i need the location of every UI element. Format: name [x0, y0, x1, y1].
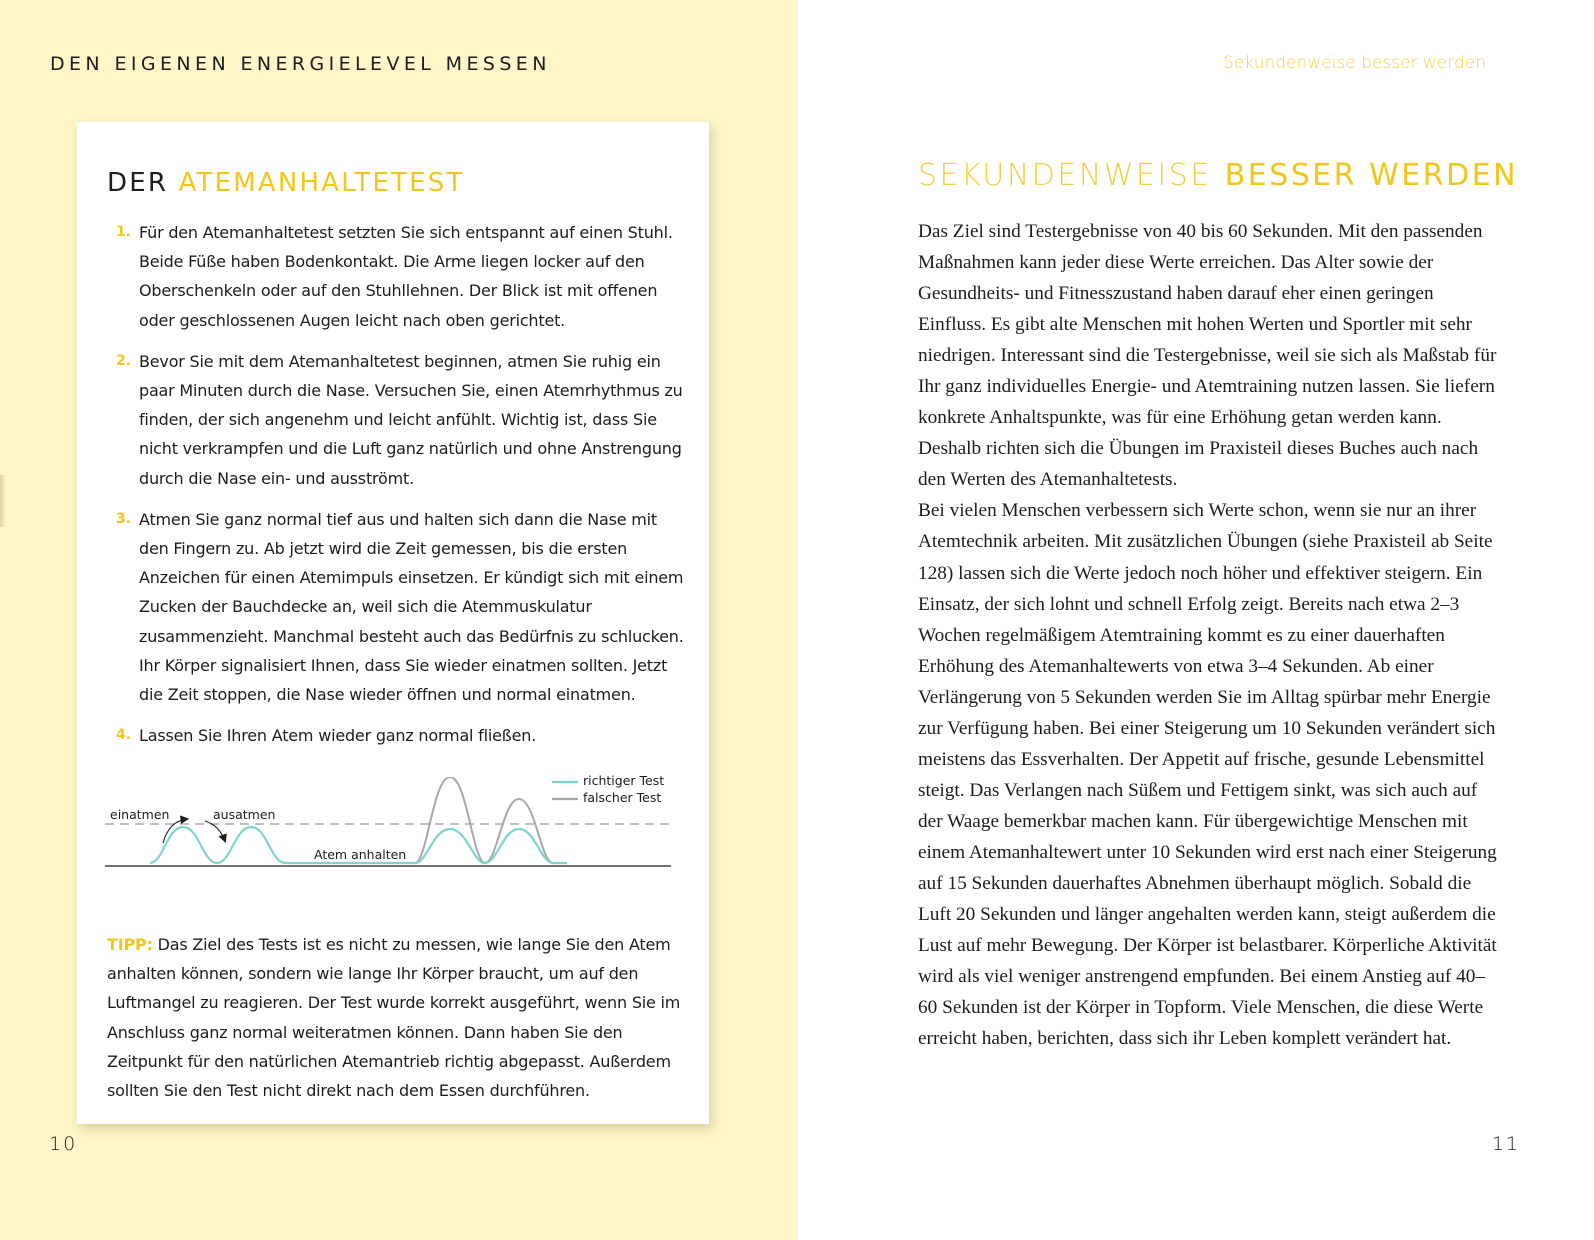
- body-paragraph: Das Ziel sind Testergebnisse von 40 bis 60 Sekunden. Mit den passenden Maßnahmen kann jeder diese Werte erreichen. Das Alter sowie der Gesundheits- und Fitnesszustand haben darauf eher einen geringen Einfluss. Es gibt alte Menschen mit hohen Werten und Sportler mit sehr niedrigen. Interessant sind die Testergebnisse, weil sie sich als Maßstab für Ihr ganz individuelles Energie- und Atemtraining nutzen lassen. Sie liefern konkrete Anhaltspunkte, was für eine Erhöhung getan werden kann. Deshalb richten sich die Übungen im Praxisteil dieses Buches auch nach den Werten des Atemanhaltetests.: [918, 221, 1497, 491]
- legend-label-false: falscher Test: [583, 790, 662, 805]
- step-item: [107, 218, 687, 335]
- card-title: [107, 168, 465, 198]
- tip-label: TIPP:: [107, 935, 153, 954]
- label-inhale: einatmen: [110, 807, 170, 822]
- step-item: [107, 347, 687, 493]
- section-title: [918, 158, 1518, 193]
- step-item: [107, 721, 687, 750]
- tip-paragraph: [107, 930, 692, 1105]
- steps-list: [107, 218, 687, 762]
- running-head-right: Sekundenweise besser werden: [1223, 53, 1486, 73]
- section-title-bold: BESSER WERDEN: [1224, 158, 1519, 193]
- body-paragraph: Bei vielen Menschen verbessern sich Werte schon, wenn sie nur an ihrer Atemtechnik arbeiten. Mit zusätzlichen Übungen (siehe Praxisteil ab Seite 128) lassen sich die Werte jedoch noch höher und effektiver steigern. Ein Einsatz, der sich lohnt und schnell Erfolg zeigt. Bereits nach etwa 2–3 Wochen regelmäßigem Atemtraining kommt es zu einer dauerhaften Erhöhung des Atemanhaltewerts von etwa 3–4 Sekunden. Ab einer Verlängerung von 5 Sekunden werden Sie im Alltag spürbar mehr Energie zur Verfügung haben. Bei einer Steigerung um 10 Sekunden verändert sich meistens das Essverhalten. Der Appetit auf frische, gesunde Lebensmittel steigt. Das Verlangen nach Süßem und Fettigem sinkt, was sich auch auf der Waage bemerkbar machen kann. Für übergewichtige Menschen mit einem Atemanhaltewert unter 10 Sekunden wird erst nach einer Steigerung auf 15 Sekunden dauerhaftes Abnehmen überhaupt möglich. Sobald die Luft 20 Sekunden und länger angehalten werden kann, steigt außerdem die Lust auf mehr Bewegung. Der Körper ist belastbarer. Körperliche Aktivität wird als viel weniger anstrengend empfunden. Bei einem Anstieg auf 40–60 Sekunden ist der Körper in Topform. Viele Menschen, die diese Werte erreicht haben, berichten, dass sich ihr Leben komplett verändert hat.: [918, 500, 1497, 1050]
- page-number-right: 11: [1491, 1133, 1520, 1155]
- tip-text: Das Ziel des Tests ist es nicht zu messen, wie lange Sie den Atem anhalten können, sondern wie lange Ihr Körper braucht, um auf den Luftmangel zu reagieren. Der Test wurde korrekt ausgeführt, wenn Sie im Anschluss ganz normal weiteratmen können. Dann haben Sie den Zeitpunkt für den natürlichen Atemantrieb richtig abgepasst. Außerdem sollten Sie den Test nicht direkt nach dem Essen durchführen.: [107, 935, 681, 1101]
- breathing-diagram: [105, 773, 685, 912]
- page-edge-tab: [0, 475, 6, 527]
- section-title-light: SEKUNDENWEISE: [918, 158, 1212, 193]
- page-number-left: 10: [49, 1133, 78, 1155]
- step-number: 2.: [115, 352, 131, 369]
- step-text: Bevor Sie mit dem Atemanhaltetest beginnen, atmen Sie ruhig ein paar Minuten durch die Nase. Versuchen Sie, einen Atemrhythmus zu finden, der sich angenehm und leicht anfühlt. Wichtig ist, dass Sie nicht verkrampfen und die Luft ganz natürlich und ohne Anstrengung durch die Nase ein- und ausströmt.: [139, 351, 683, 488]
- card-title-dark: DER: [107, 168, 169, 198]
- step-number: 3.: [115, 510, 131, 527]
- legend-label-correct: richtiger Test: [583, 773, 665, 788]
- label-hold-breath: Atem anhalten: [314, 847, 407, 862]
- false-test-curve: [415, 777, 553, 863]
- card-title-accent: ATEMANHALTETEST: [178, 168, 465, 198]
- step-number: 4.: [115, 727, 131, 744]
- step-text: Für den Atemanhaltetest setzten Sie sich entspannt auf einen Stuhl. Beide Füße haben Bodenkontakt. Die Arme liegen locker auf den Oberschenkeln oder auf den Stuhllehnen. Der Blick ist mit offenen oder geschlossenen Augen leicht nach oben gerichtet.: [139, 223, 673, 330]
- step-number: 1.: [115, 224, 131, 240]
- running-head-left: DEN EIGENEN ENERGIELEVEL MESSEN: [50, 53, 551, 75]
- info-box-card: [77, 122, 709, 1124]
- label-exhale: ausatmen: [213, 807, 276, 822]
- step-text: Lassen Sie Ihren Atem wieder ganz normal fließen.: [139, 726, 537, 746]
- body-text: [918, 216, 1498, 1054]
- step-item: [107, 505, 687, 709]
- step-text: Atmen Sie ganz normal tief aus und halten sich dann die Nase mit den Fingern zu. Ab jetzt wird die Zeit gemessen, bis die ersten Anzeichen für einen Atemimpuls einsetzen. Er kündigt sich mit einem Zucken der Bauchdecke an, weil sich die Atemmuskulatur zusammenzieht. Manchmal besteht auch das Bedürfnis zu schlucken. Ihr Körper signalisiert Ihnen, dass Sie wieder einatmen sollten. Jetzt die Zeit stoppen, die Nase wieder öffnen und normal einatmen.: [139, 509, 684, 705]
